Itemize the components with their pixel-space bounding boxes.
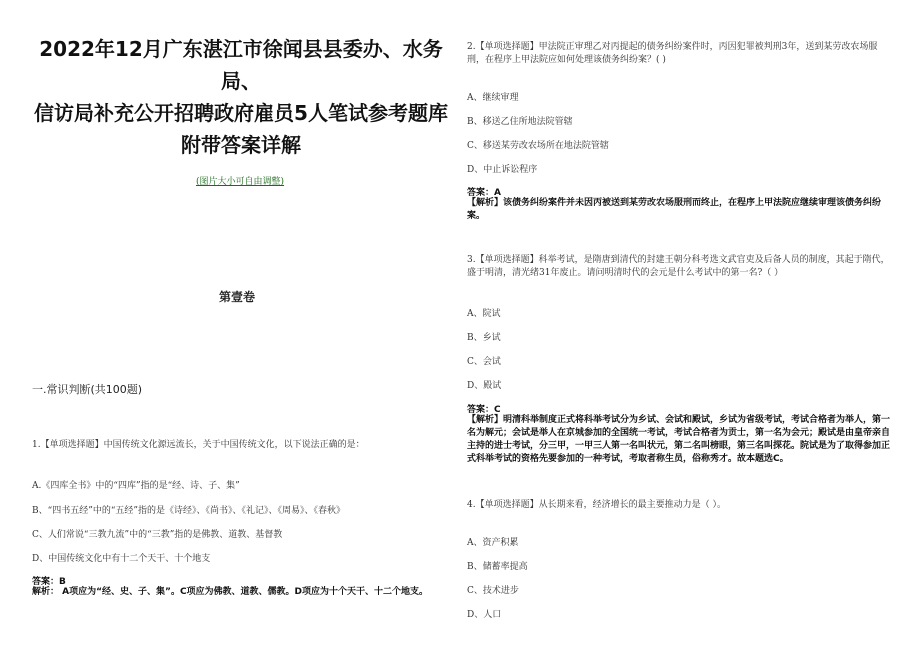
question-3-option-a: A、院试 [467, 309, 501, 319]
question-2-option-b: B、移送乙住所地法院管辖 [467, 117, 573, 127]
question-2-option-d: D、中止诉讼程序 [467, 165, 538, 175]
title-line: 2022年12月广东湛江市徐闻县县委办、水务局、 [39, 37, 443, 93]
question-1-option-b: B、“四书五经”中的“五经”指的是《诗经》、《尚书》、《礼记》、《周易》、《春秋》 [32, 506, 346, 516]
answer-label: 答案： [32, 577, 60, 587]
question-4-option-b: B、储蓄率提高 [467, 562, 528, 572]
answer-label: 答案： [467, 188, 495, 198]
question-3-option-b: B、乡试 [467, 333, 501, 343]
image-size-note: (图片大小可自由调整) [196, 177, 285, 187]
question-4-text: 4.【单项选择题】从长期来看，经济增长的最主要推动力是（ ）。 [467, 500, 726, 510]
question-2-option-a: A、继续审理 [467, 93, 519, 103]
question-3-option-c: C、会试 [467, 357, 501, 367]
question-1-option-d: D、中国传统文化中有十二个天干、十个地支 [32, 554, 211, 564]
answer-label: 答案： [467, 405, 495, 415]
title-line: 附带答案详解 [181, 133, 301, 157]
question-2-option-c: C、移送某劳改农场所在地法院管辖 [467, 141, 609, 151]
question-3-option-d: D、殿试 [467, 381, 502, 391]
question-4-option-d: D、人口 [467, 610, 502, 620]
answer-value: A [494, 188, 501, 198]
question-2-explanation [467, 197, 895, 223]
explanation-text: A项应为“经、史、子、集”。C项应为佛教、道教、儒教。D项应为十个天干、十二个地支。 [59, 587, 429, 597]
volume-heading: 第壹卷 [219, 290, 256, 304]
question-4-option-c: C、技术进步 [467, 586, 519, 596]
section-heading: 一.常识判断(共100题) [32, 383, 143, 396]
title-line: 信访局补充公开招聘政府雇员5人笔试参考题库 [34, 101, 448, 125]
question-1-option-c: C、人们常说“三教九流”中的“三教”指的是佛教、道教、基督教 [32, 530, 283, 540]
question-1-explanation [32, 586, 452, 599]
explanation-label: 【解析】 [467, 198, 504, 208]
answer-value: B [59, 577, 66, 587]
document-title [22, 33, 460, 161]
explanation-label: 解析： [32, 587, 60, 597]
question-1-text: 1.【单项选择题】中国传统文化源远流长，关于中国传统文化，以下说法正确的是： [32, 440, 365, 450]
explanation-text: 该债务纠纷案件并未因丙被送到某劳改农场服刑而终止，在程序上甲法院应继续审理该债务纠纷案。 [467, 198, 882, 221]
question-1-option-a: A.《四库全书》中的“四库”指的是“经、诗、子、集” [32, 481, 240, 491]
question-3-explanation [467, 414, 895, 466]
question-2-text: 2.【单项选择题】甲法院正审理乙对丙提起的债务纠纷案件时，丙因犯罪被判刑3年，送到某劳改农场服刑，在程序上甲法院应如何处理该债务纠纷案？( ) [467, 42, 878, 65]
question-3-text: 3.【单项选择题】科举考试，是隋唐到清代的封建王朝分科考选文武官吏及后备人员的制度，其起于隋代，盛于明清，清光绪31年废止。请问明清时代的会元是什么考试中的第一名?（ ） [467, 255, 890, 278]
explanation-text: 明清科举制度正式将科举考试分为乡试、会试和殿试，乡试为省级考试，考试合格者为举人，第一名为解元；会试是举人在京城参加的全国统一考试，考试合格者为贡士，第一名为会元；殿试是由皇帝亲自主持的进士考试，分三甲，一甲三人第一名叫状元，第二名叫榜眼，第三名叫探花。院试是为了取得参加正式科举考试的资格先要参加的一种考试，考取者称生员，俗称秀才。故本题选C。 [467, 415, 891, 464]
question-4-option-a: A、资产积累 [467, 538, 519, 548]
answer-value: C [494, 405, 501, 415]
explanation-label: 【解析】 [467, 415, 504, 425]
